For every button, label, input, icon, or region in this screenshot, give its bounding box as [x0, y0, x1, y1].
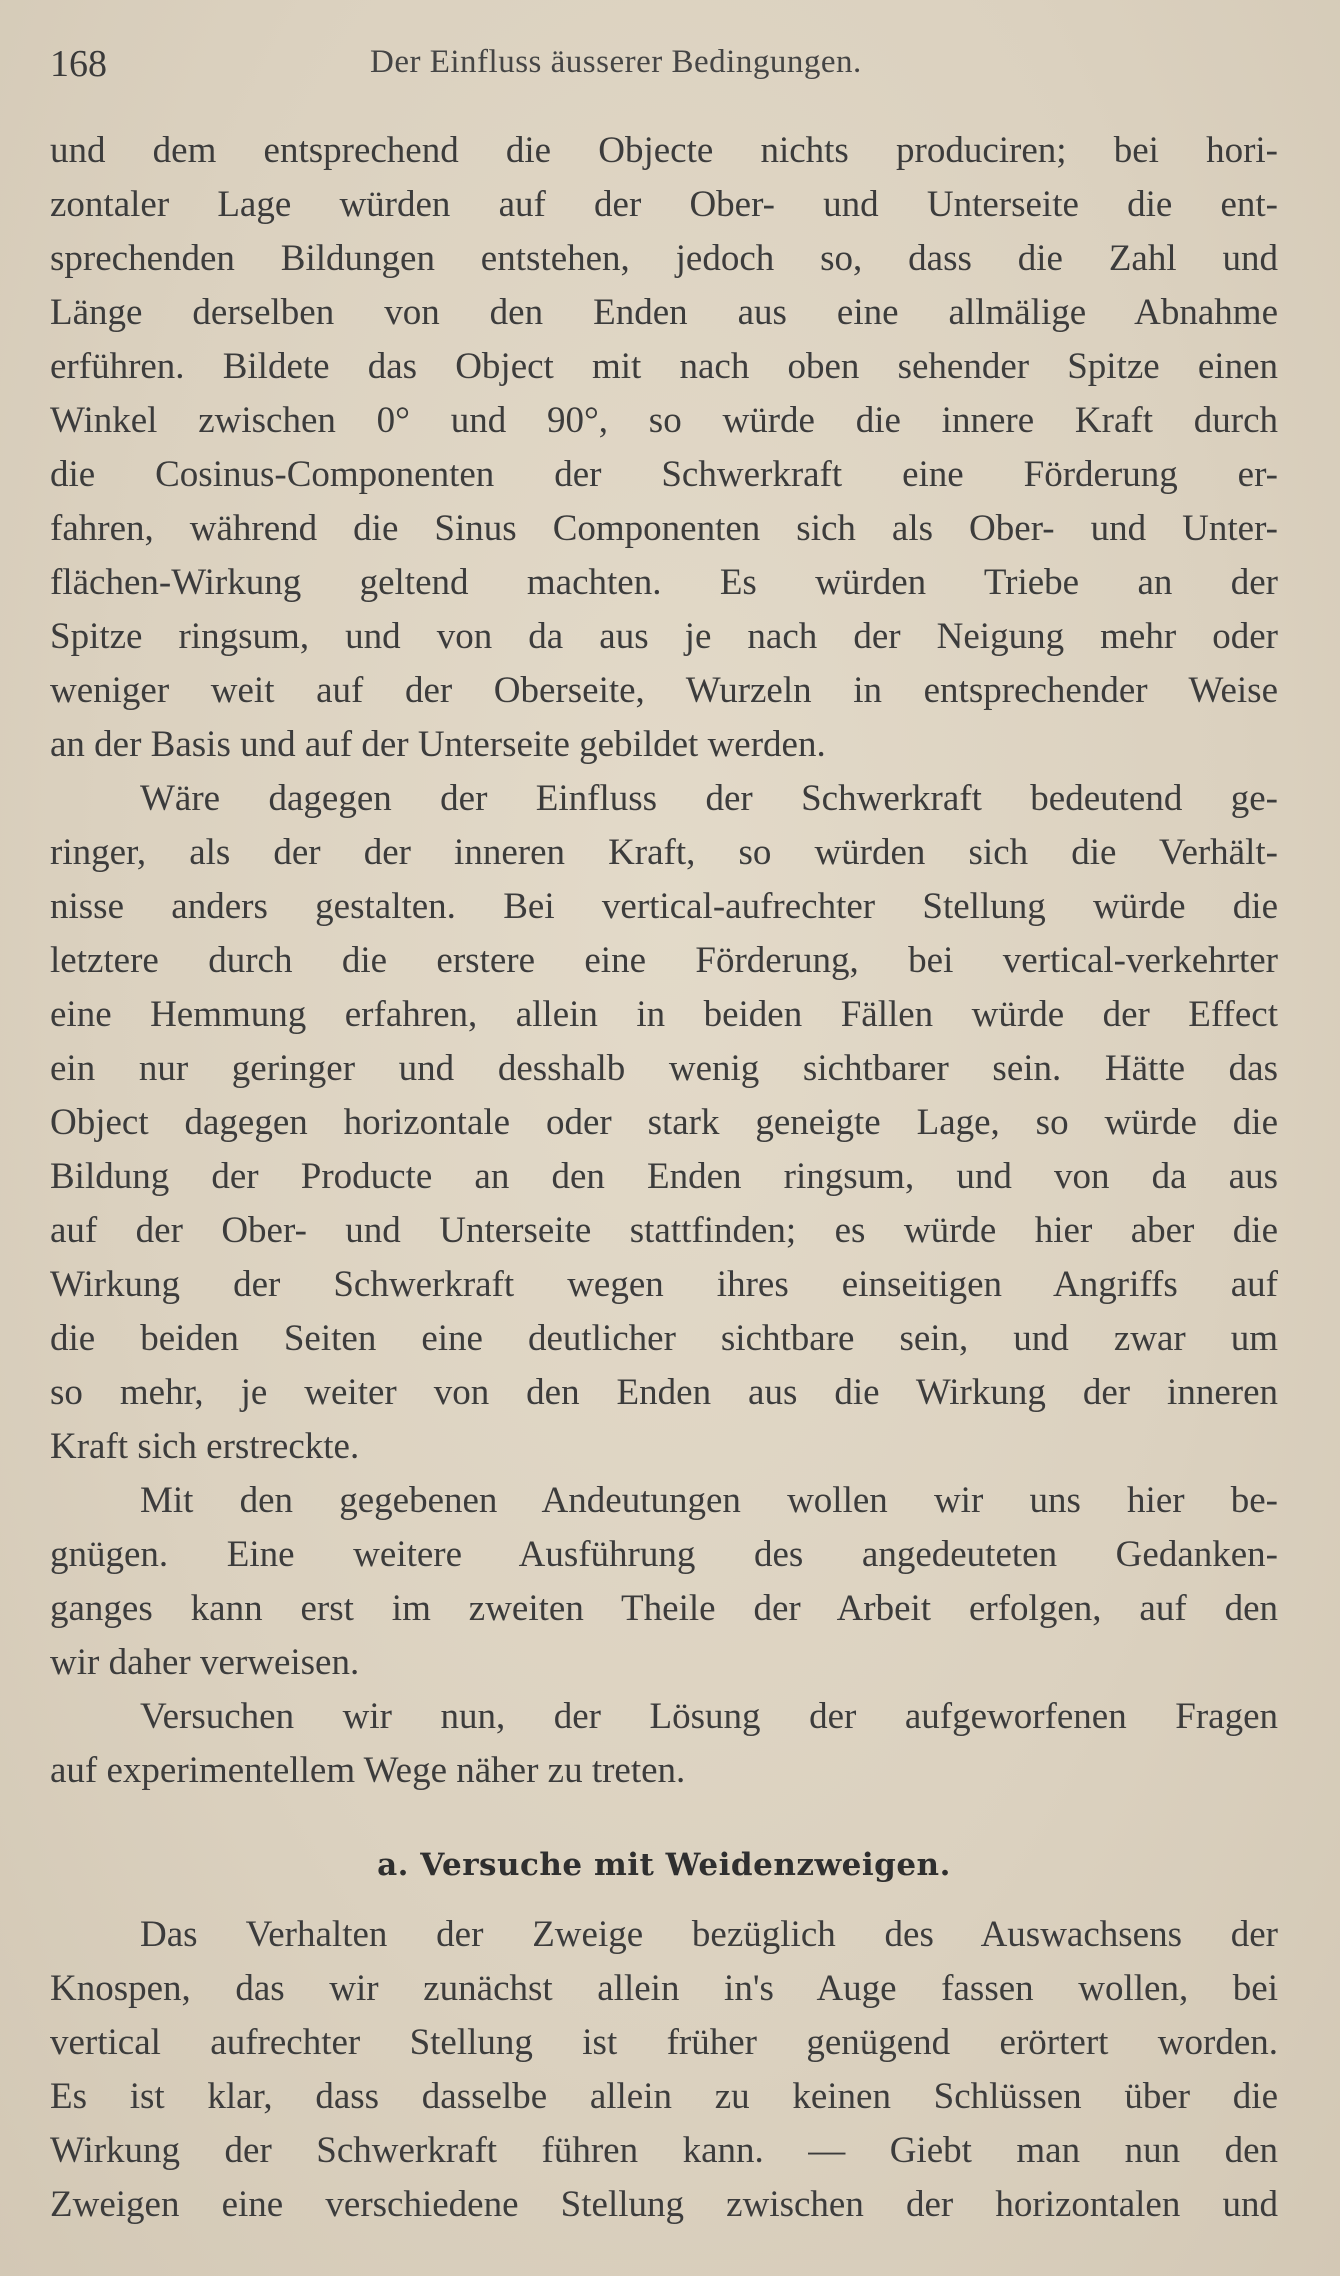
text-line: erführen. Bildete das Object mit nach oben sehender Spitze einen [50, 346, 1278, 387]
text-line: so mehr, je weiter von den Enden aus die Wirkung der inneren [50, 1372, 1278, 1413]
text-line: eine Hemmung erfahren, allein in beiden Fällen würde der Effect [50, 994, 1278, 1035]
text-line: Object dagegen horizontale oder stark geneigte Lage, so würde die [50, 1102, 1278, 1143]
text-line: nisse anders gestalten. Bei vertical-aufrechter Stellung würde die [50, 886, 1278, 927]
text-line: wir daher verweisen. [50, 1642, 360, 1683]
text-line: vertical aufrechter Stellung ist früher genügend erörtert worden. [50, 2022, 1278, 2063]
text-line: Länge derselben von den Enden aus eine allmälige Abnahme [50, 292, 1278, 333]
running-header [50, 38, 1280, 88]
text-line: sprechenden Bildungen entstehen, jedoch so, dass die Zahl und [50, 238, 1278, 279]
text-line: ganges kann erst im zweiten Theile der Arbeit erfolgen, auf den [50, 1588, 1278, 1629]
text-line: zontaler Lage würden auf der Ober- und Unterseite die ent- [50, 184, 1278, 225]
text-line: Knospen, das wir zunächst allein in's Auge fassen wollen, bei [50, 1968, 1278, 2009]
text-line: auf experimentellem Wege näher zu treten. [50, 1750, 686, 1791]
text-line: ein nur geringer und desshalb wenig sichtbarer sein. Hätte das [50, 1048, 1278, 1089]
text-line: ringer, als der der inneren Kraft, so würden sich die Verhält- [50, 832, 1278, 873]
paragraph-first-line: Das Verhalten der Zweige bezüglich des Auswachsens der [140, 1914, 1278, 1955]
text-line: Wirkung der Schwerkraft wegen ihres einseitigen Angriffs auf [50, 1264, 1278, 1305]
text-line: an der Basis und auf der Unterseite gebildet werden. [50, 724, 826, 765]
text-line: Bildung der Producte an den Enden ringsum, und von da aus [50, 1156, 1278, 1197]
section-heading: a. Versuche mit Weidenzweigen. [377, 1847, 951, 1883]
body-text [50, 124, 1278, 2232]
text-line: die Cosinus-Componenten der Schwerkraft eine Förderung er- [50, 454, 1278, 495]
text-line: die beiden Seiten eine deutlicher sichtbare sein, und zwar um [50, 1318, 1278, 1359]
paragraph-first-line: Versuchen wir nun, der Lösung der aufgeworfenen Fragen [140, 1696, 1278, 1737]
text-line: gnügen. Eine weitere Ausführung des angedeuteten Gedanken- [50, 1534, 1278, 1575]
text-line: Zweigen eine verschiedene Stellung zwischen der horizontalen und [50, 2184, 1278, 2225]
running-title: Der Einfluss äusserer Bedingungen. [370, 44, 862, 80]
text-line: Winkel zwischen 0° und 90°, so würde die innere Kraft durch [50, 400, 1278, 441]
page-number: 168 [50, 43, 107, 85]
paragraph-first-line: Wäre dagegen der Einfluss der Schwerkraft bedeutend ge- [140, 778, 1278, 819]
text-line: Wirkung der Schwerkraft führen kann. — Giebt man nun den [50, 2130, 1278, 2171]
text-line: fahren, während die Sinus Componenten sich als Ober- und Unter- [50, 508, 1278, 549]
text-line: und dem entsprechend die Objecte nichts produciren; bei hori- [50, 130, 1278, 171]
paragraph-first-line: Mit den gegebenen Andeutungen wollen wir uns hier be- [140, 1480, 1278, 1521]
text-line: flächen-Wirkung geltend machten. Es würden Triebe an der [50, 562, 1278, 603]
text-line: weniger weit auf der Oberseite, Wurzeln in entsprechender Weise [50, 670, 1278, 711]
text-line: Spitze ringsum, und von da aus je nach der Neigung mehr oder [50, 616, 1278, 657]
text-line: Es ist klar, dass dasselbe allein zu keinen Schlüssen über die [50, 2076, 1278, 2117]
text-line: auf der Ober- und Unterseite stattfinden; es würde hier aber die [50, 1210, 1278, 1251]
text-line: letztere durch die erstere eine Förderung, bei vertical-verkehrter [50, 940, 1278, 981]
text-line: Kraft sich erstreckte. [50, 1426, 360, 1467]
